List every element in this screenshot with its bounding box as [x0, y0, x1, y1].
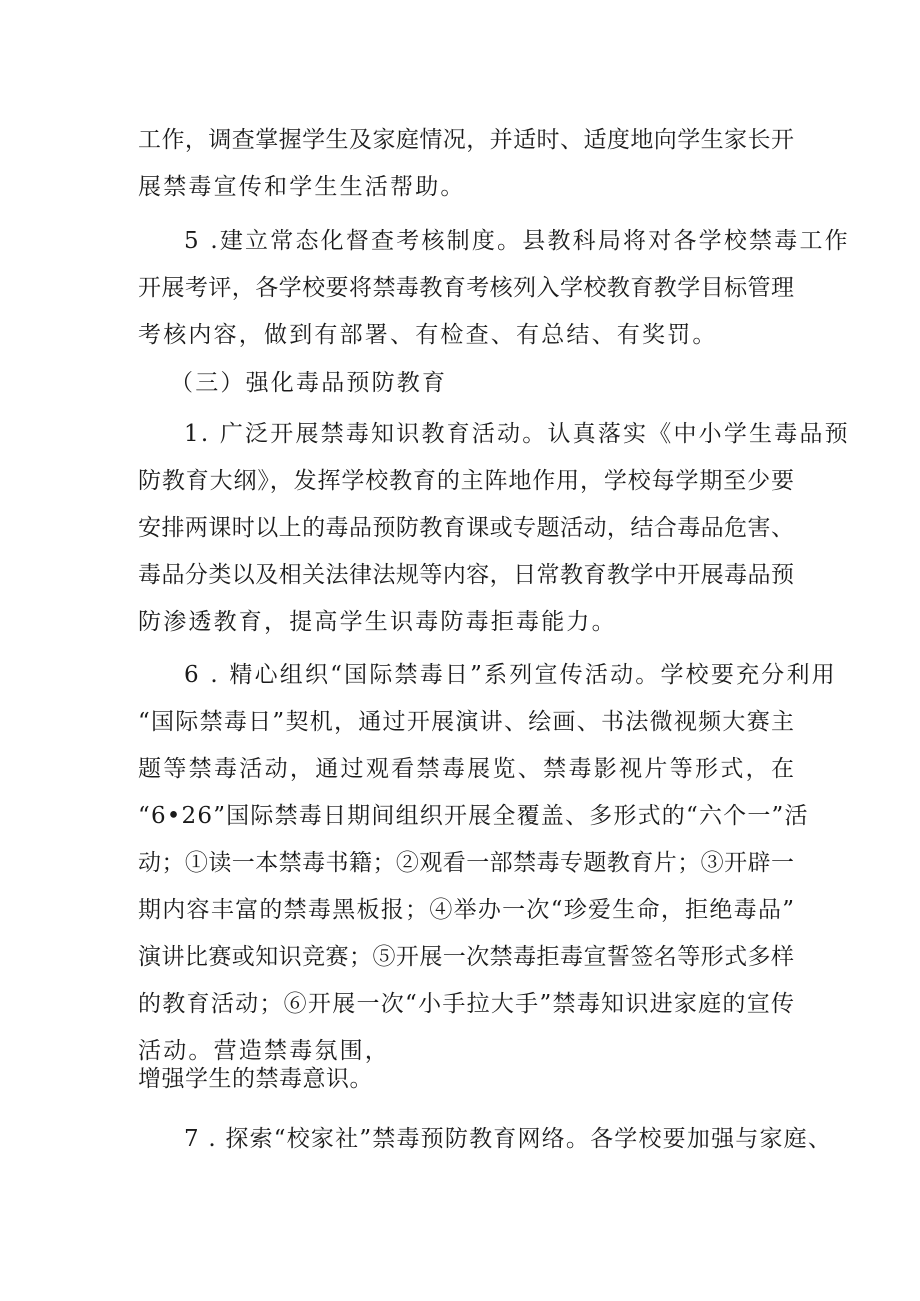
paragraph-line: 考核内容，做到有部署、有检查、有总结、有奖罚。 [138, 322, 718, 348]
paragraph-line: 增强学生的禁毒意识。 [138, 1066, 373, 1092]
paragraph-line: 演讲比赛或知识竞赛；⑤开展一次禁毒拒毒宣誓签名等形式多样 [138, 944, 794, 970]
paragraph-line: 题等禁毒活动，通过观看禁毒展览、禁毒影视片等形式，在 [138, 756, 794, 782]
paragraph-line: 开展考评，各学校要将禁毒教育考核列入学校教育教学目标管理 [138, 275, 794, 301]
paragraph-line: 7 . 探索“校家社”禁毒预防教育网络。各学校要加强与家庭、 [184, 1126, 833, 1152]
paragraph-line: “6•26”国际禁毒日期间组织开展全覆盖、多形式的“六个一”活 [138, 803, 809, 829]
paragraph-line: 的教育活动；⑥开展一次“小手拉大手”禁毒知识进家庭的宣传 [138, 991, 794, 1017]
paragraph-line: 毒品分类以及相关法律法规等内容，日常教育教学中开展毒品预 [138, 562, 794, 588]
paragraph-line: 展禁毒宣传和学生生活帮助。 [138, 174, 466, 200]
paragraph-line: 5 .建立常态化督查考核制度。县教科局将对各学校禁毒工作 [184, 228, 850, 254]
paragraph-line: 防渗透教育，提高学生识毒防毒拒毒能力。 [138, 609, 617, 635]
paragraph-line: 防教育大纲》，发挥学校教育的主阵地作用，学校每学期至少要 [138, 468, 794, 494]
paragraph-line: 工作，调查掌握学生及家庭情况，并适时、适度地向学生家长开 [138, 127, 794, 153]
paragraph-line: 活动。营造禁毒氛围， [138, 1038, 390, 1064]
paragraph-line: 动；①读一本禁毒书籍；②观看一部禁毒专题教育片；③开辟一 [138, 850, 794, 876]
paragraph-line: 安排两课时以上的毒品预防教育课或专题活动，结合毒品危害、 [138, 515, 794, 541]
paragraph-line: 6 . 精心组织“国际禁毒日”系列宣传活动。学校要充分利用 [184, 662, 837, 688]
paragraph-line: 期内容丰富的禁毒黑板报；④举办一次“珍爱生命，拒绝毒品” [138, 897, 794, 923]
section-heading: （三）强化毒品预防教育 [170, 370, 448, 396]
paragraph-line: 1. 广泛开展禁毒知识教育活动。认真落实《中小学生毒品预 [184, 421, 850, 447]
paragraph-line: “国际禁毒日”契机，通过开展演讲、绘画、书法微视频大赛主 [138, 709, 794, 735]
